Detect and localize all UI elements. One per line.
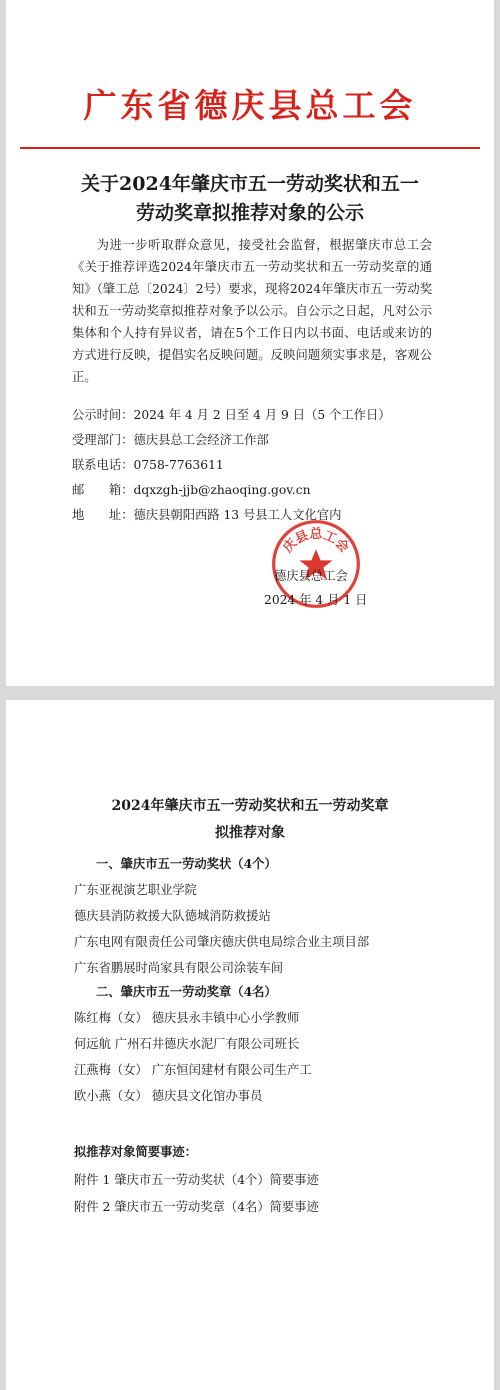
list-title-line-1: 2024年肇庆市五一劳动奖状和五一劳动奖章 xyxy=(111,798,389,814)
info-label: 联系电话： xyxy=(72,458,134,472)
info-email xyxy=(72,480,311,498)
red-divider xyxy=(20,147,480,149)
org-title: 广东省德庆县总工会 xyxy=(83,86,417,125)
list-item: 江燕梅（女） 广东恒闰建材有限公司生产工 xyxy=(74,1063,312,1077)
list-item: 广东亚视演艺职业学院 xyxy=(74,883,197,897)
section-heading-medals: 二、肇庆市五一劳动奖章（4名） xyxy=(96,984,277,999)
signature-date: 2024 年 4 月 1 日 xyxy=(264,593,368,607)
attachment-item: 附件 1 肇庆市五一劳动奖状（4个）简要事迹 xyxy=(74,1173,319,1187)
list-item: 广东电网有限责任公司肇庆德庆供电局综合业主项目部 xyxy=(74,935,370,949)
notice-title-line-2: 劳动奖章拟推荐对象的公示 xyxy=(135,202,364,224)
info-phone xyxy=(72,455,224,473)
info-label: 地 址： xyxy=(72,508,134,522)
candidate-list-page xyxy=(6,700,494,1390)
notice-page xyxy=(6,0,494,686)
list-title xyxy=(6,793,494,847)
list-item: 广东省鹏展时尚家具有限公司涂装车间 xyxy=(74,961,284,975)
section-heading-awards: 一、肇庆市五一劳动奖状（4个） xyxy=(96,856,277,871)
info-time xyxy=(72,405,391,423)
info-value: 德庆县朝阳西路 13 号县工人文化官内 xyxy=(133,508,342,522)
list-item: 陈红梅（女） 德庆县永丰镇中心小学教师 xyxy=(74,1011,300,1025)
attachment-item: 附件 2 肇庆市五一劳动奖章（4名）简要事迹 xyxy=(74,1200,319,1214)
list-item: 何远航 广州石井德庆水泥厂有限公司班长 xyxy=(74,1037,300,1051)
signature-org: 德庆县总工会 xyxy=(274,569,348,583)
info-label: 邮 箱： xyxy=(72,483,134,497)
list-item: 欧小燕（女） 德庆县文化馆办事员 xyxy=(74,1089,263,1103)
deeds-heading: 拟推荐对象简要事迹： xyxy=(74,1144,197,1159)
notice-body: 为进一步听取群众意见，接受社会监督，根据肇庆市总工会《关于推荐评选2024年肇庆市五一劳动奖状和五一劳动奖章的通知》（肇工总〔2024〕2号）要求，现将2024年肇庆市五一劳动奖状和五一劳动奖章拟推荐对象予以公示。自公示之日起，凡对公示集体和个人持有异议者，请在5个工作日内以书面、电话或来访的方式进行反映，提倡实名反映问题。反映问题须实事求是，客观公正。 xyxy=(72,238,432,384)
info-value: 2024 年 4 月 2 日至 4 月 9 日（5 个工作日） xyxy=(133,408,391,422)
info-label: 公示时间： xyxy=(72,408,134,422)
info-value: dqxzgh-jjb@zhaoqing.gov.cn xyxy=(133,483,311,497)
list-title-line-2: 拟推荐对象 xyxy=(215,825,285,841)
info-label: 受理部门： xyxy=(72,433,134,447)
seal-text: 庆县总工会 xyxy=(280,527,352,556)
notice-title xyxy=(6,170,494,228)
notice-title-line-1: 关于2024年肇庆市五一劳动奖状和五一 xyxy=(81,173,419,195)
list-item: 德庆县消防救援大队德城消防救援站 xyxy=(74,909,271,923)
info-value: 0758-7763611 xyxy=(133,458,224,472)
info-value: 德庆县总工会经济工作部 xyxy=(133,433,269,447)
info-department xyxy=(72,430,269,448)
